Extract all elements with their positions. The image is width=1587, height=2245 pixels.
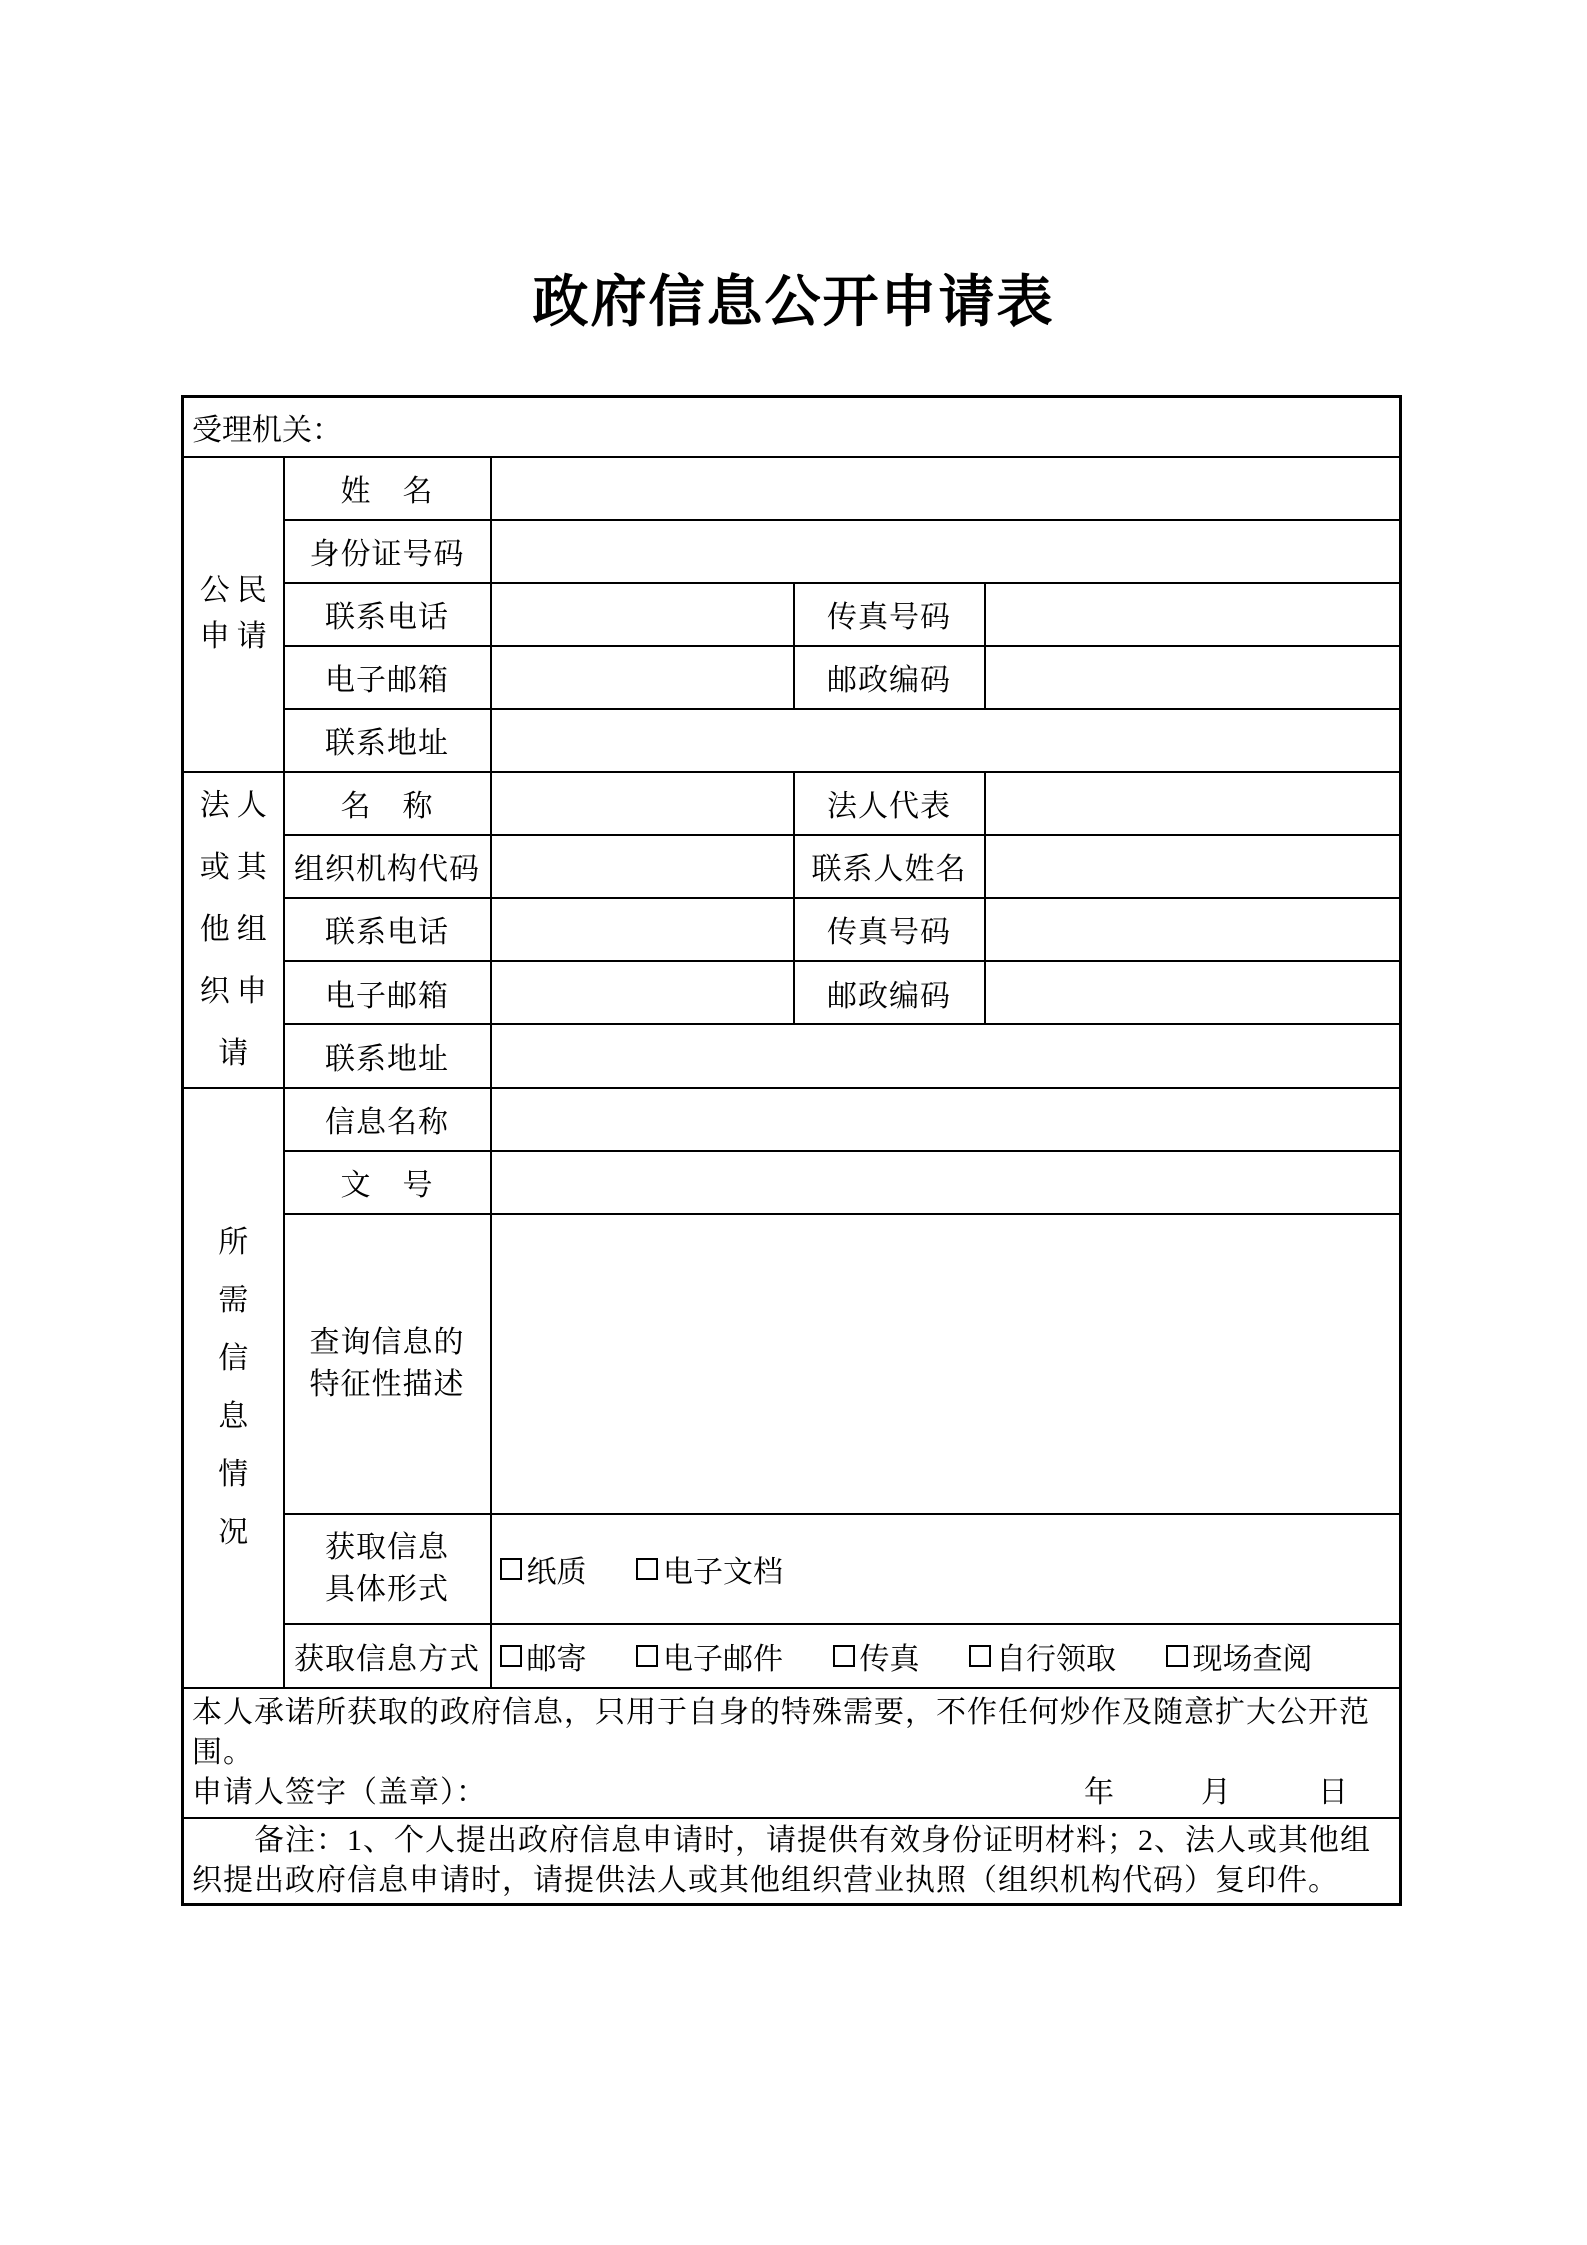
field-accepting-authority[interactable] [183,397,1401,457]
field-citizen-name[interactable] [491,457,1401,520]
checkbox-option-electronic-document-label: 电子文档 [663,1555,783,1589]
section-header-citizen-line-1: 公民 [199,574,274,607]
field-citizen-fax[interactable] [985,583,1401,646]
section-header-info-char-1: 所 [218,1225,249,1259]
section-header-info-char-4: 息 [218,1399,249,1433]
field-org-postcode[interactable] [985,961,1401,1024]
notes-cell [183,1818,1401,1905]
checkbox-unchecked-icon [636,1645,658,1667]
label-org-representative: 法人代表 [794,772,985,835]
label-org-phone: 联系电话 [284,898,491,961]
field-org-representative[interactable] [985,772,1401,835]
field-org-contact-name[interactable] [985,835,1401,898]
field-citizen-id-number[interactable] [491,520,1401,583]
section-header-info [183,1088,284,1688]
signature-line [192,1773,1391,1813]
field-citizen-email[interactable] [491,646,794,709]
date-day-label: 日 [1318,1775,1350,1809]
section-header-organization-line-4: 织申 [199,974,274,1008]
section-header-organization-line-5: 请 [218,1036,256,1070]
label-org-name: 名 称 [284,772,491,835]
checkbox-option-onsite-reading[interactable] [1166,1634,1313,1678]
label-org-postcode: 邮政编码 [794,961,985,1024]
checkbox-option-mail-label: 邮寄 [526,1642,587,1676]
label-obtain-method: 获取信息方式 [284,1624,491,1688]
label-citizen-postcode: 邮政编码 [794,646,985,709]
label-obtain-format-line-2: 具体形式 [325,1572,449,1606]
checkbox-unchecked-icon [833,1645,855,1667]
page-title: 政府信息公开申请表 [532,272,1055,334]
checkbox-unchecked-icon [500,1645,522,1667]
field-doc-number[interactable] [491,1151,1401,1214]
checkbox-unchecked-icon [500,1558,522,1580]
checkbox-option-fax-label: 传真 [859,1642,920,1676]
field-org-phone[interactable] [491,898,794,961]
label-obtain-format-line-1: 获取信息 [325,1530,449,1564]
field-org-email[interactable] [491,961,794,1024]
signature-label: 申请人签字（盖章）： [192,1775,487,1809]
field-citizen-postcode[interactable] [985,646,1401,709]
accepting-authority-label: 受理机关： [192,413,342,447]
section-header-organization [183,772,284,1088]
checkbox-option-self-pickup-label: 自行领取 [996,1642,1116,1676]
label-citizen-id-number: 身份证号码 [284,520,491,583]
section-header-info-char-2: 需 [218,1283,249,1317]
checkbox-option-email-label: 电子邮件 [663,1642,783,1676]
label-citizen-email: 电子邮箱 [284,646,491,709]
pledge-text: 本人承诺所获取的政府信息，只用于自身的特殊需要，不作任何炒作及随意扩大公开范围。 [192,1695,1370,1769]
label-info-description-line-1: 查询信息的 [309,1325,465,1359]
field-org-address[interactable] [491,1024,1401,1087]
label-doc-number: 文 号 [284,1151,491,1214]
label-org-code: 组织机构代码 [284,835,491,898]
field-citizen-address[interactable] [491,709,1401,772]
checkbox-unchecked-icon [969,1645,991,1667]
label-citizen-fax: 传真号码 [794,583,985,646]
field-info-name[interactable] [491,1088,1401,1151]
obtain-method-options [491,1624,1401,1688]
checkbox-unchecked-icon [1166,1645,1188,1667]
section-header-info-char-5: 情 [218,1457,249,1491]
label-citizen-address: 联系地址 [284,709,491,772]
section-header-organization-line-1: 法人 [199,788,274,822]
field-org-code[interactable] [491,835,794,898]
checkbox-option-paper[interactable] [500,1547,587,1591]
label-info-description [284,1214,491,1514]
checkbox-option-mail[interactable] [500,1634,587,1678]
label-citizen-name: 姓 名 [284,457,491,520]
field-citizen-phone[interactable] [491,583,794,646]
label-obtain-format [284,1514,491,1624]
application-form-table [181,395,1402,1906]
section-header-citizen-line-2: 申请 [199,620,274,653]
label-org-email: 电子邮箱 [284,961,491,1024]
date-fields [1084,1773,1391,1813]
notes-text: 备注：1、个人提出政府信息申请时，请提供有效身份证明材料；2、法人或其他组织提出政府信息申请时，请提供法人或其他组织营业执照（组织机构代码）复印件。 [192,1823,1371,1897]
section-header-organization-line-3: 他组 [199,912,274,946]
checkbox-option-email[interactable] [636,1634,783,1678]
field-info-description[interactable] [491,1214,1401,1514]
checkbox-option-onsite-reading-label: 现场查阅 [1192,1642,1313,1676]
date-month-label: 月 [1201,1775,1233,1809]
obtain-format-options [491,1514,1401,1624]
section-header-organization-line-2: 或其 [199,850,274,884]
checkbox-option-self-pickup[interactable] [969,1634,1116,1678]
field-org-fax[interactable] [985,898,1401,961]
section-header-citizen [183,457,284,772]
date-year-label: 年 [1084,1775,1116,1809]
checkbox-unchecked-icon [636,1558,658,1580]
field-org-name[interactable] [491,772,794,835]
pledge-cell [183,1688,1401,1818]
section-header-info-char-6: 况 [218,1515,249,1549]
label-info-description-line-2: 特征性描述 [309,1367,465,1401]
checkbox-option-paper-label: 纸质 [526,1555,587,1589]
label-org-address: 联系地址 [284,1024,491,1087]
label-org-contact-name: 联系人姓名 [794,835,985,898]
checkbox-option-fax[interactable] [833,1634,920,1678]
label-org-fax: 传真号码 [794,898,985,961]
section-header-info-char-3: 信 [218,1341,249,1375]
checkbox-option-electronic-document[interactable] [636,1547,783,1591]
label-info-name: 信息名称 [284,1088,491,1151]
label-citizen-phone: 联系电话 [284,583,491,646]
